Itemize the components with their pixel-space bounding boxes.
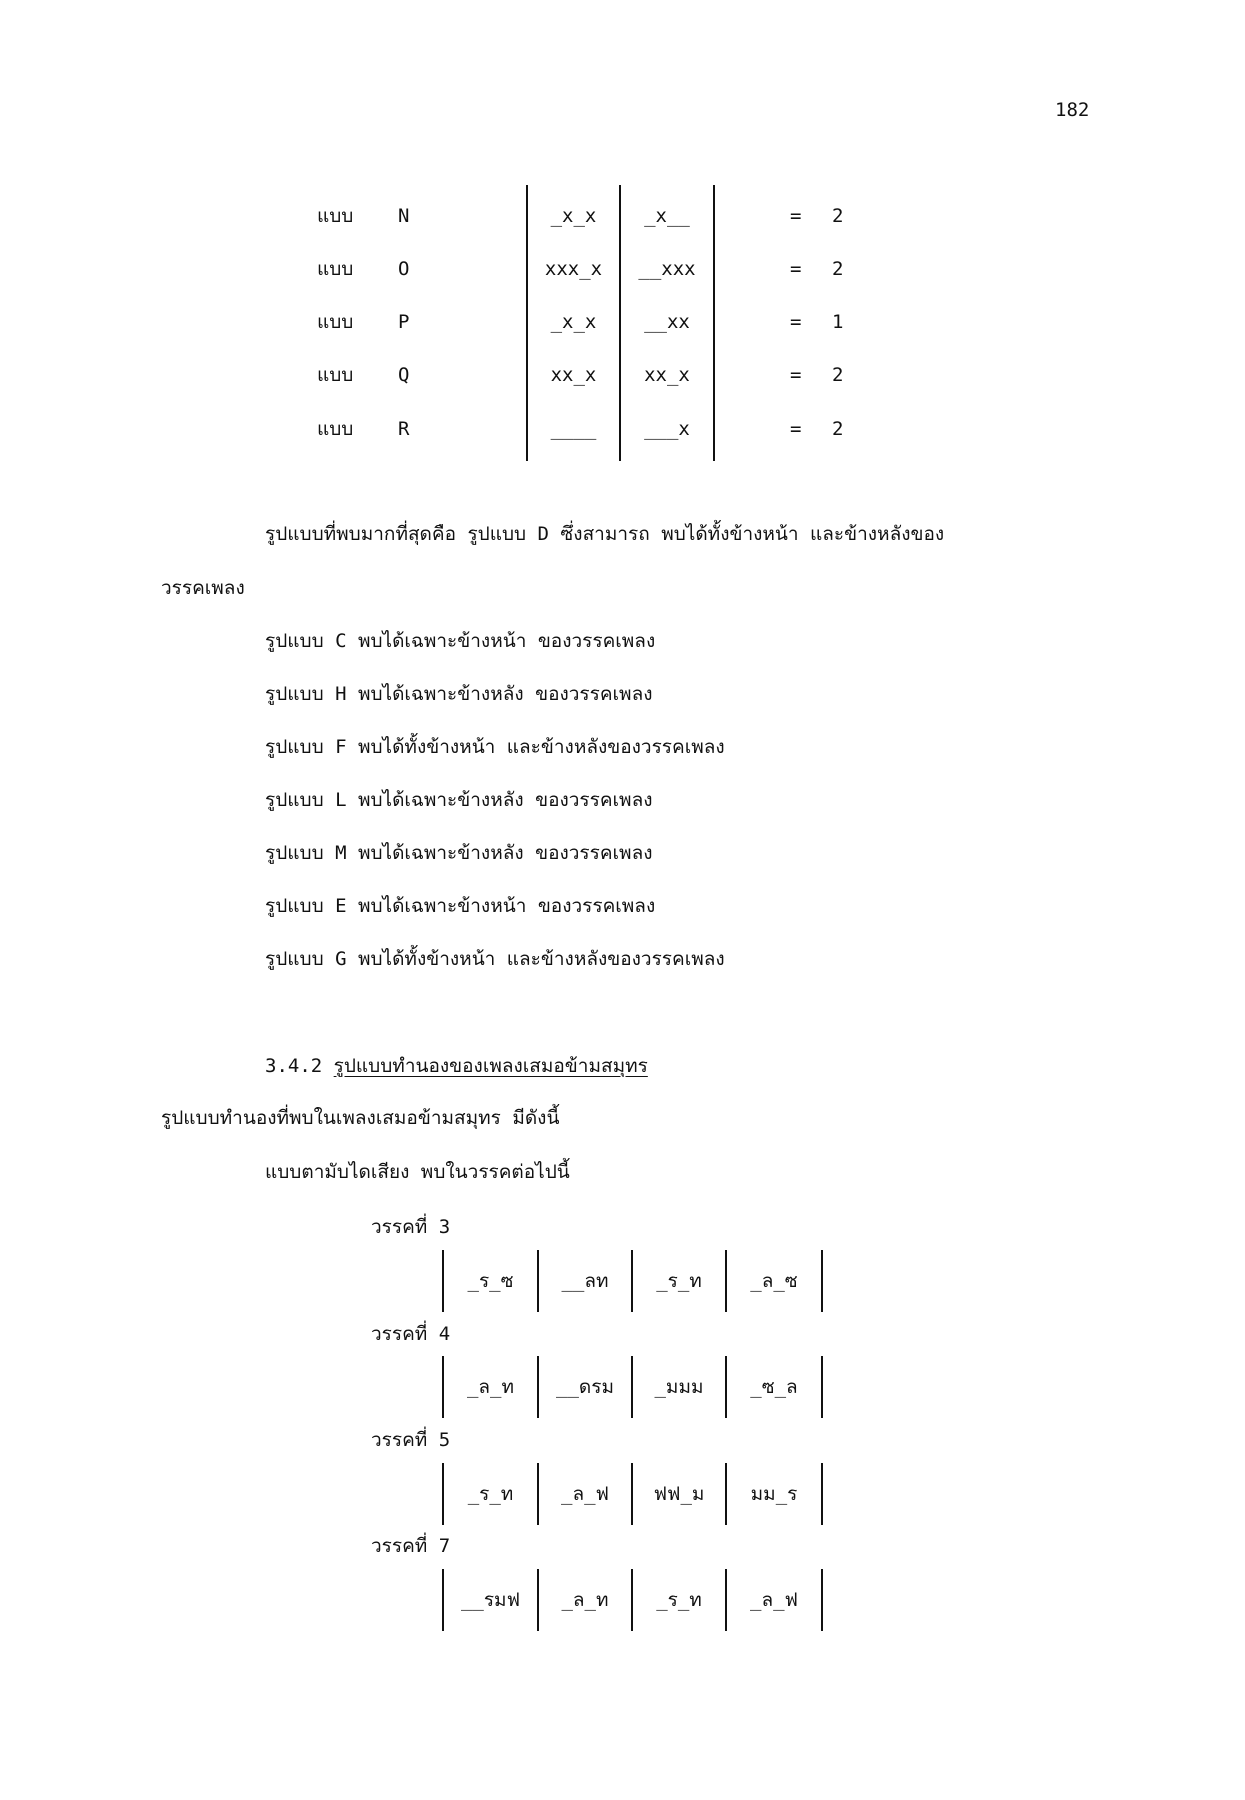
summary-item: รูปแบบ C พบได้เฉพาะข้างหน้า ของวรรคเพลง: [265, 630, 656, 652]
melody-cell: _ร_ท: [656, 1589, 702, 1611]
pattern-prefix: แบบ: [317, 364, 354, 386]
pattern-name: Q: [398, 364, 410, 386]
pattern-front: xx_x: [550, 364, 597, 386]
bar-line: [821, 1356, 823, 1418]
equals-sign: =: [790, 258, 802, 280]
equals-sign: =: [790, 418, 802, 440]
summary-item: รูปแบบ G พบได้ทั้งข้างหน้า และข้างหลังของวรรคเพลง: [265, 948, 725, 970]
melody-cell: _ล_ซ: [750, 1270, 798, 1292]
pattern-back: xx_x: [644, 364, 690, 386]
pattern-name: O: [398, 258, 410, 280]
summary-item: รูปแบบ E พบได้เฉพาะข้างหน้า ของวรรคเพลง: [265, 895, 656, 917]
melody-cell: มม_ร: [750, 1483, 798, 1505]
melody-cell: _ซ_ล: [750, 1376, 798, 1398]
melody-cell: _ล_ฟ: [750, 1589, 798, 1611]
melody-cell: _มมม: [654, 1376, 704, 1398]
summary-item: รูปแบบ L พบได้เฉพาะข้างหลัง ของวรรคเพลง: [265, 789, 653, 811]
summary-item: รูปแบบ M พบได้เฉพาะข้างหลัง ของวรรคเพลง: [265, 842, 653, 864]
pattern-prefix: แบบ: [317, 258, 354, 280]
bar-line: [821, 1569, 823, 1631]
phrase-label: วรรคที่ 5: [371, 1429, 451, 1451]
pattern-prefix: แบบ: [317, 311, 354, 333]
melody-cell: _ล_ท: [561, 1589, 609, 1611]
melody-cell: __ดรม: [556, 1376, 614, 1398]
table-divider: [713, 185, 715, 461]
equals-sign: =: [790, 311, 802, 333]
pattern-front: _x_x: [550, 311, 597, 333]
pattern-count: 2: [832, 364, 844, 386]
pattern-prefix: แบบ: [317, 418, 354, 440]
summary-item: รูปแบบ F พบได้ทั้งข้างหน้า และข้างหลังของวรรคเพลง: [265, 736, 725, 758]
melody-cell: _ล_ท: [466, 1376, 515, 1398]
pattern-back: __xx: [644, 311, 690, 333]
bar-line: [821, 1250, 823, 1312]
section-title: รูปแบบทำนองของเพลงเสมอข้ามสมุทร: [333, 1055, 648, 1077]
pattern-count: 2: [832, 205, 844, 227]
phrase-label: วรรคที่ 4: [371, 1323, 451, 1345]
pattern-prefix: แบบ: [317, 205, 354, 227]
pattern-back: __xxx: [638, 258, 696, 280]
section-subhead: แบบตามับไดเสียง พบในวรรคต่อไปนี้: [265, 1161, 570, 1183]
pattern-name: P: [398, 311, 410, 333]
summary-item: รูปแบบ H พบได้เฉพาะข้างหลัง ของวรรคเพลง: [265, 683, 653, 705]
pattern-name: N: [398, 205, 410, 227]
phrase-label: วรรคที่ 3: [371, 1216, 451, 1238]
pattern-front: _x_x: [550, 205, 597, 227]
pattern-front: ____: [550, 418, 597, 440]
pattern-back: _x__: [644, 205, 690, 227]
pattern-back: ___x: [644, 418, 690, 440]
pattern-count: 2: [832, 418, 844, 440]
summary-line-2: วรรคเพลง: [161, 577, 245, 599]
equals-sign: =: [790, 364, 802, 386]
phrase-label: วรรคที่ 7: [371, 1535, 451, 1557]
melody-cell: ฟฟ_ม: [653, 1483, 705, 1505]
bar-line: [821, 1463, 823, 1525]
page-number: 182: [1055, 99, 1090, 121]
section-number: 3.4.2: [265, 1055, 323, 1077]
melody-cell: _ร_ซ: [467, 1270, 514, 1292]
melody-cell: __ลท: [561, 1270, 609, 1292]
melody-cell: _ร_ท: [467, 1483, 514, 1505]
summary-line-1: รูปแบบที่พบมากที่สุดคือ รูปแบบ D ซึ่งสามารถ พบได้ทั้งข้างหน้า และข้างหลังของ: [265, 523, 945, 545]
pattern-count: 1: [832, 311, 844, 333]
melody-cell: _ร_ท: [656, 1270, 702, 1292]
equals-sign: =: [790, 205, 802, 227]
melody-cell: _ล_ฟ: [561, 1483, 609, 1505]
section-intro: รูปแบบทำนองที่พบในเพลงเสมอข้ามสมุทร มีดังนี้: [161, 1107, 560, 1129]
pattern-count: 2: [832, 258, 844, 280]
melody-cell: __รมฟ: [460, 1589, 521, 1611]
pattern-front: xxx_x: [544, 258, 603, 280]
section-heading: [265, 1054, 648, 1078]
pattern-name: R: [398, 418, 410, 440]
